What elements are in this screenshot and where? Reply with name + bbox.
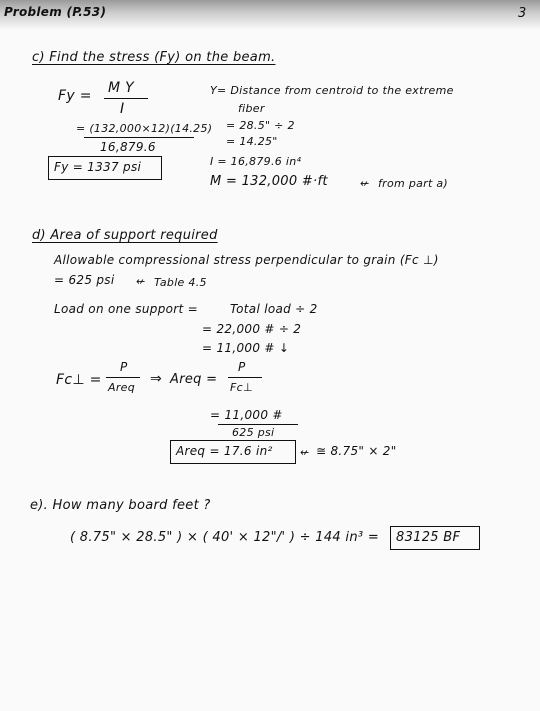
y-calc-1: = 28.5" ÷ 2 <box>226 119 295 132</box>
areq-result: Areq = 17.6 in² <box>176 444 273 458</box>
y-calc-2: = 14.25" <box>226 135 278 148</box>
table-ref-arrow: ↚ <box>136 275 146 288</box>
fc-lhs: Fc⊥ = <box>56 372 102 388</box>
part-d-heading: d) Area of support required <box>32 228 218 243</box>
fc-numerator: P <box>120 360 128 374</box>
areq-sub-numerator: = 11,000 # <box>210 408 283 422</box>
allowable-stress-line: Allowable compressional stress perpendicular to grain (Fc ⊥) <box>54 253 439 267</box>
implies-arrow: ⇒ <box>150 371 163 387</box>
load-expr-1: Total load ÷ 2 <box>230 302 318 316</box>
fy-substitution-bar <box>84 137 194 138</box>
y-definition: Y= Distance from centroid to the extreme <box>210 84 454 97</box>
areq-sub-denominator: 625 psi <box>232 426 275 439</box>
areq-note-arrow: ↚ <box>300 446 310 459</box>
i-value: I = 16,879.6 in⁴ <box>210 155 302 168</box>
areq-lhs: Areq = <box>170 372 218 387</box>
load-label: Load on one support = <box>54 302 198 316</box>
table-ref: Table 4.5 <box>154 276 207 289</box>
load-expr-3: = 11,000 # ↓ <box>202 341 290 355</box>
fy-denominator: I <box>120 101 125 117</box>
areq-note: ≅ 8.75" × 2" <box>316 444 397 458</box>
fy-lhs: Fy = <box>58 88 92 104</box>
part-e-heading: e). How many board feet ? <box>30 498 211 513</box>
m-value: M = 132,000 #·ft <box>210 174 328 189</box>
fy-fraction-bar <box>104 98 148 99</box>
areq-numerator: P <box>238 360 246 374</box>
board-feet-result: 83125 BF <box>396 530 461 545</box>
board-feet-expression: ( 8.75" × 28.5" ) × ( 40' × 12"/' ) ÷ 144 in³ = <box>70 530 380 545</box>
fy-numerator: M Y <box>108 80 134 96</box>
fc-denominator: Areq <box>108 381 135 394</box>
m-note-arrow: ↚ <box>360 177 370 190</box>
fy-substitution-numerator: = (132,000×12)(14.25) <box>76 122 213 135</box>
areq-sub-bar <box>218 424 298 425</box>
areq-denominator: Fc⊥ <box>230 381 253 394</box>
m-note: from part a) <box>378 177 449 190</box>
areq-fraction-bar <box>228 377 262 378</box>
fy-substitution-denominator: 16,879.6 <box>100 140 156 154</box>
load-expr-2: = 22,000 # ÷ 2 <box>202 322 302 336</box>
allowable-stress-value: = 625 psi <box>54 273 115 287</box>
y-definition-cont: fiber <box>238 102 265 115</box>
part-c-heading: c) Find the stress (Fy) on the beam. <box>32 50 276 65</box>
page-number: 3 <box>518 6 527 21</box>
fy-result: Fy = 1337 psi <box>54 160 142 174</box>
page-header: Problem (P.53) <box>4 5 107 19</box>
fc-fraction-bar <box>106 377 140 378</box>
